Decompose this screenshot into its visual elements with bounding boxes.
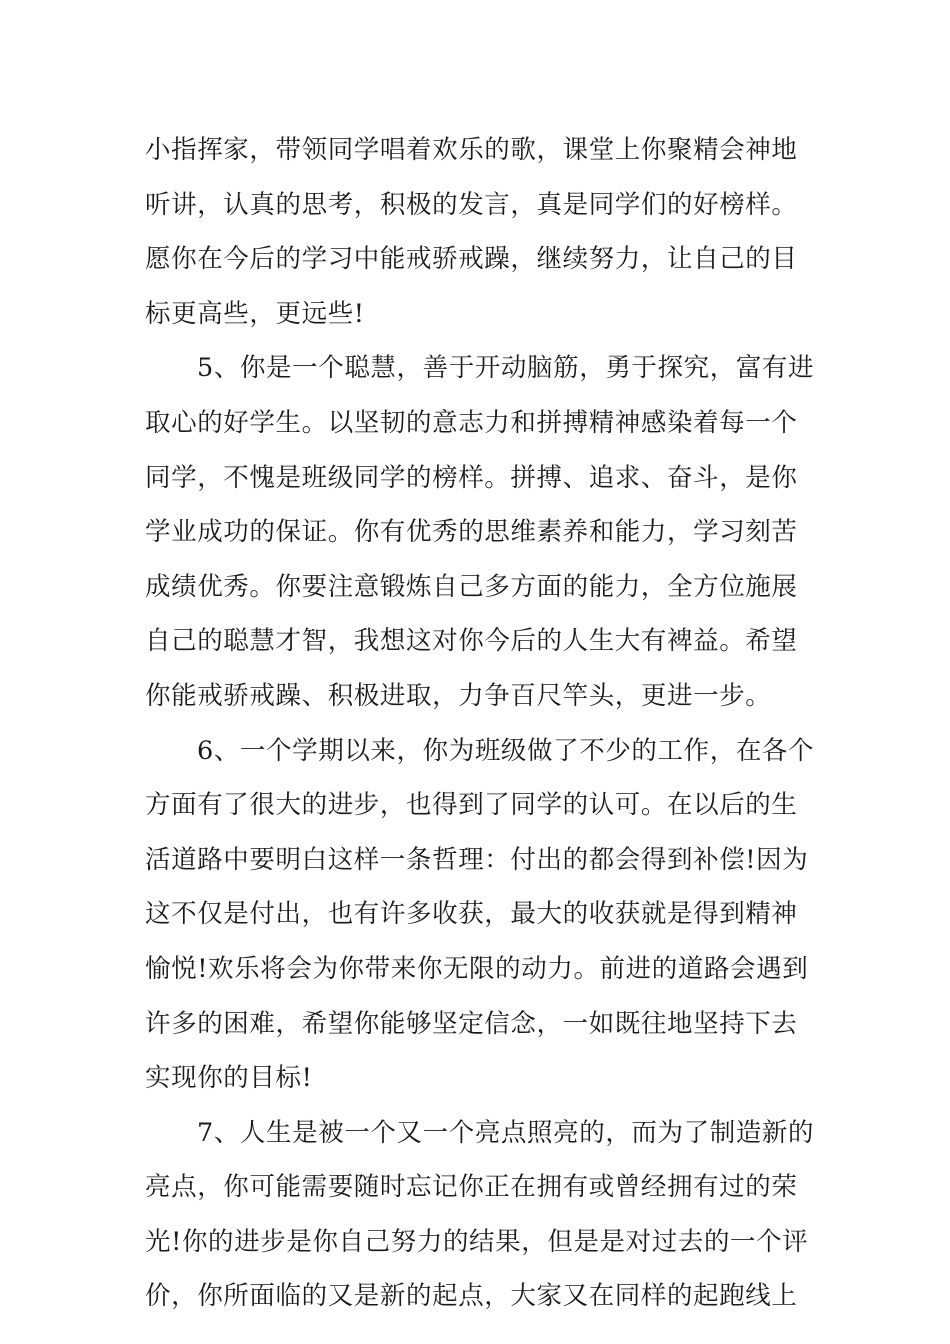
paragraph-first-line: 7、人生是被一个又一个亮点照亮的，而为了制造新的 bbox=[197, 1117, 815, 1148]
text-line: 学业成功的保证。你有优秀的思维素养和能力，学习刻苦 bbox=[145, 517, 798, 548]
document-body bbox=[145, 123, 815, 1324]
text-line: 价，你所面临的又是新的起点，大家又在同样的起跑线上 bbox=[145, 1281, 798, 1312]
text-line: 自己的聪慧才智，我想这对你今后的人生大有裨益。希望 bbox=[145, 626, 798, 657]
text-line: 取心的好学生。以坚韧的意志力和拼搏精神感染着每一个 bbox=[145, 407, 798, 438]
text-line: 这不仅是付出，也有许多收获，最大的收获就是得到精神 bbox=[145, 899, 798, 930]
text-line: 方面有了很大的进步，也得到了同学的认可。在以后的生 bbox=[145, 790, 798, 821]
text-line: 标更高些，更远些! bbox=[145, 298, 365, 329]
text-line: 听讲，认真的思考，积极的发言，真是同学们的好榜样。 bbox=[145, 189, 798, 220]
text-line: 光!你的进步是你自己努力的结果，但是是对过去的一个评 bbox=[145, 1226, 809, 1257]
text-line: 许多的困难，希望你能够坚定信念，一如既往地坚持下去 bbox=[145, 1008, 798, 1039]
text-line: 成绩优秀。你要注意锻炼自己多方面的能力，全方位施展 bbox=[145, 571, 798, 602]
paragraph-first-line: 5、你是一个聪慧，善于开动脑筋，勇于探究，富有进 bbox=[197, 353, 815, 384]
text-line: 同学，不愧是班级同学的榜样。拼搏、追求、奋斗，是你 bbox=[145, 462, 798, 493]
paragraph-first-line: 6、一个学期以来，你为班级做了不少的工作，在各个 bbox=[197, 735, 815, 766]
text-line: 愉悦!欢乐将会为你带来你无限的动力。前进的道路会遇到 bbox=[145, 953, 809, 984]
text-line: 实现你的目标! bbox=[145, 1063, 313, 1094]
text-line: 你能戒骄戒躁、积极进取，力争百尺竿头，更进一步。 bbox=[145, 680, 772, 711]
text-line: 亮点，你可能需要随时忘记你正在拥有或曾经拥有过的荣 bbox=[145, 1172, 798, 1203]
text-line: 小指挥家，带领同学唱着欢乐的歌，课堂上你聚精会神地 bbox=[145, 135, 798, 165]
text-line: 愿你在今后的学习中能戒骄戒躁，继续努力，让自己的目 bbox=[145, 244, 798, 275]
text-line: 活道路中要明白这样一条哲理：付出的都会得到补偿!因为 bbox=[145, 844, 809, 875]
